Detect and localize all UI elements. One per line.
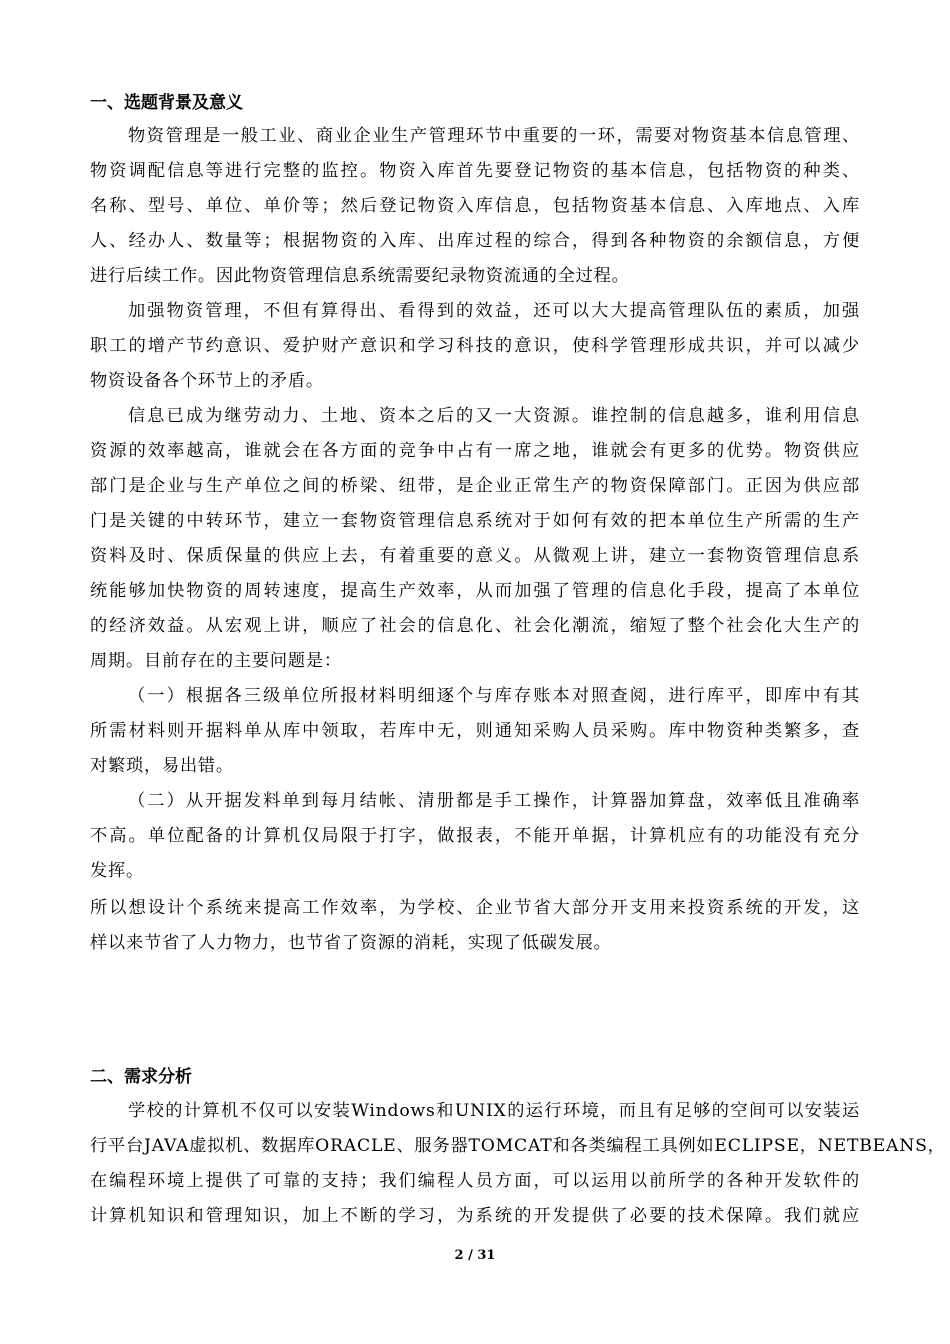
paragraph-line: 信息已成为继劳动力、土地、资本之后的又一大资源。谁控制的信息越多，谁利用信息 xyxy=(128,406,860,426)
paragraph-line: 部门是企业与生产单位之间的桥梁、纽带，是企业正常生产的物资保障部门。正因为供应部 xyxy=(90,476,860,496)
paragraph-line: 名称、型号、单位、单价等；然后登记物资入库信息，包括物资基本信息、入库地点、入库 xyxy=(90,196,860,216)
paragraph-line: 物资调配信息等进行完整的监控。物资入库首先要登记物资的基本信息，包括物资的种类、 xyxy=(90,161,860,181)
paragraph-line: 样以来节省了人力物力，也节省了资源的消耗，实现了低碳发展。 xyxy=(90,933,612,953)
paragraph-line: 在编程环境上提供了可靠的支持；我们编程人员方面，可以运用以前所学的各种开发软件的 xyxy=(90,1171,860,1191)
paragraph-line: 物资管理是一般工业、商业企业生产管理环节中重要的一环，需要对物资基本信息管理、 xyxy=(128,126,860,146)
list-item-line: 所需材料则开据料单从库中领取，若库中无，则通知采购人员采购。库中物资种类繁多，查 xyxy=(90,721,860,741)
list-item-line: 不高。单位配备的计算机仅局限于打字，做报表，不能开单据，计算机应有的功能没有充分 xyxy=(90,826,860,846)
paragraph-line: 计算机知识和管理知识，加上不断的学习，为系统的开发提供了必要的技术保障。我们就应 xyxy=(90,1206,860,1226)
paragraph-line: 物资设备各个环节上的矛盾。 xyxy=(90,371,324,391)
paragraph-line: 周期。目前存在的主要问题是： xyxy=(90,651,342,671)
list-item-line: （一）根据各三级单位所报材料明细逐个与库存账本对照查阅，进行库平，即库中有其 xyxy=(128,686,860,706)
paragraph-line: 所以想设计个系统来提高工作效率，为学校、企业节省大部分开支用来投资系统的开发，这 xyxy=(90,898,860,918)
paragraph-line: 统能够加快物资的周转速度，提高生产效率，从而加强了管理的信息化手段，提高了本单位 xyxy=(90,581,860,601)
paragraph-line: 加强物资管理，不但有算得出、看得到的效益，还可以大大提高管理队伍的素质，加强 xyxy=(128,301,860,321)
paragraph-line: 的经济效益。从宏观上讲，顺应了社会的信息化、社会化潮流，缩短了整个社会化大生产的 xyxy=(90,616,860,636)
section-heading-background: 一、选题背景及意义 xyxy=(90,93,243,113)
paragraph-line: 行平台JAVA虚拟机、数据库ORACLE、服务器TOMCAT和各类编程工具例如ECLIPSE，NETBEANS， xyxy=(90,1136,946,1156)
list-item-line: （二）从开据发料单到每月结帐、清册都是手工操作，计算器加算盘，效率低且准确率 xyxy=(128,791,860,811)
paragraph-line: 进行后续工作。因此物资管理信息系统需要纪录物资流通的全过程。 xyxy=(90,266,630,286)
paragraph-line: 人、经办人、数量等；根据物资的入库、出库过程的综合，得到各种物资的余额信息，方便 xyxy=(90,231,860,251)
paragraph-line: 资源的效率越高，谁就会在各方面的竞争中占有一席之地，谁就会有更多的优势。物资供应 xyxy=(90,441,860,461)
list-item-line: 发挥。 xyxy=(90,861,144,881)
paragraph-line: 学校的计算机不仅可以安装Windows和UNIX的运行环境，而且有足够的空间可以安装运 xyxy=(128,1101,860,1121)
page-number: 2 / 31 xyxy=(454,1248,496,1263)
paragraph-line: 职工的增产节约意识、爱护财产意识和学习科技的意识，使科学管理形成共识，并可以减少 xyxy=(90,336,860,356)
section-heading-requirements: 二、需求分析 xyxy=(90,1067,192,1087)
paragraph-line: 门是关键的中转环节，建立一套物资管理信息系统对于如何有效的把本单位生产所需的生产 xyxy=(90,511,860,531)
paragraph-line: 资料及时、保质保量的供应上去，有着重要的意义。从微观上讲，建立一套物资管理信息系 xyxy=(90,546,860,566)
list-item-line: 对繁琐，易出错。 xyxy=(90,756,234,776)
